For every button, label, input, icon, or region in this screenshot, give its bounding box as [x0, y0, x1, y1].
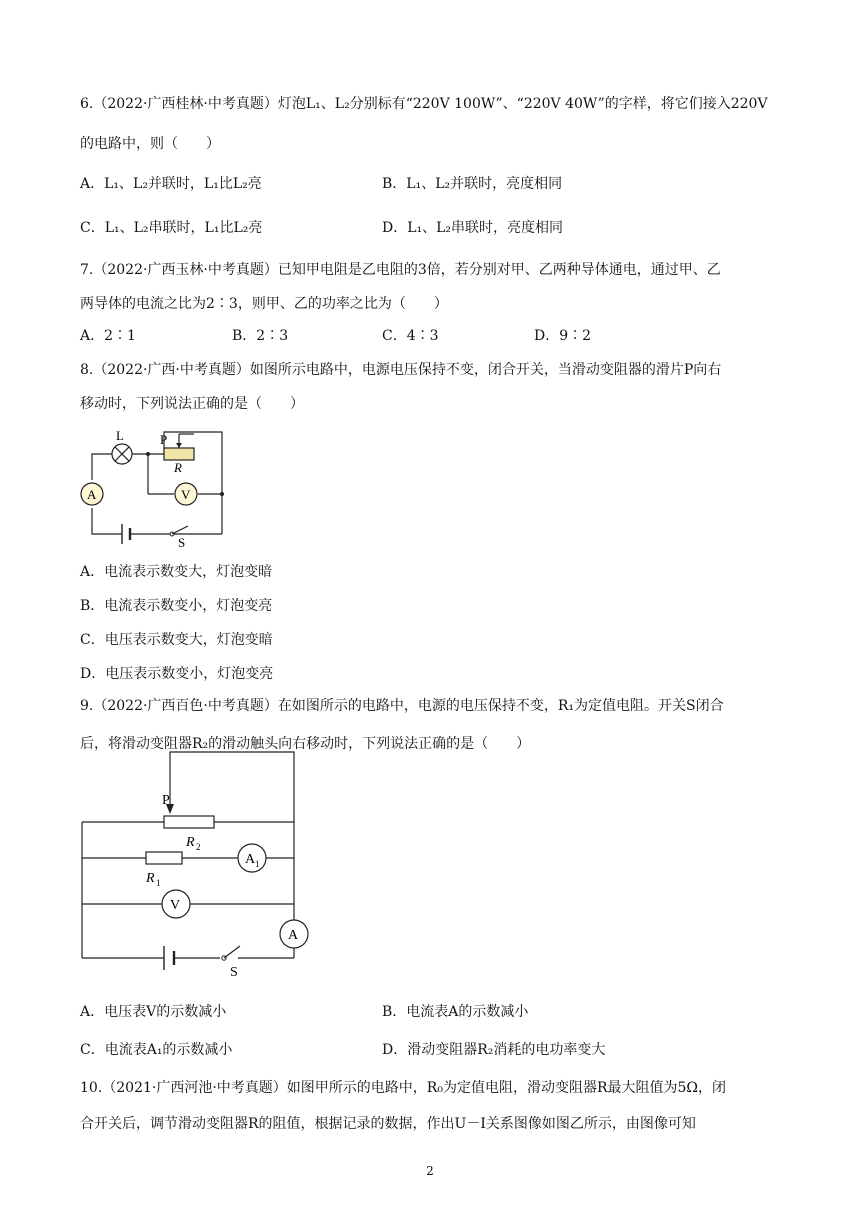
q6-option-a: A．L₁、L₂并联时，L₁比L₂亮 [80, 176, 262, 192]
q9-label-a: A [288, 928, 299, 943]
battery-icon [164, 946, 174, 970]
q7-option-a: A．2∶1 [80, 328, 136, 344]
q8-label-a: A [87, 487, 97, 502]
lamp-icon [112, 444, 132, 464]
q9-label-r2-sub: 2 [196, 842, 201, 852]
rheostat-icon [164, 434, 194, 460]
q8-option-c: C．电压表示数变大，灯泡变暗 [80, 632, 273, 648]
q6-option-b: B．L₁、L₂并联时，亮度相同 [382, 176, 563, 192]
q8-label-s: S [178, 535, 186, 549]
q6-option-d: D．L₁、L₂串联时，亮度相同 [382, 220, 564, 236]
resistor-icon [146, 852, 182, 864]
q9-option-c: C．电流表A₁的示数减小 [80, 1042, 233, 1058]
q8-circuit-diagram [76, 424, 236, 549]
rheostat-icon [164, 804, 214, 828]
q9-stem-line2: 后，将滑动变阻器R₂的滑动触头向右移动时，下列说法正确的是（ ） [80, 736, 531, 752]
battery-icon [122, 524, 130, 544]
q10-stem-line1: 10.（2021·广西河池·中考真题）如图甲所示的电路中，R₀为定值电阻，滑动变阻器R最大阻值为5Ω，闭 [80, 1080, 727, 1096]
q7-option-d: D．9∶2 [534, 328, 592, 344]
q9-circuit-diagram [78, 746, 318, 976]
q9-label-v: V [170, 898, 181, 913]
q7-option-c: C．4∶3 [382, 328, 439, 344]
q7-option-b: B．2∶3 [232, 328, 289, 344]
q9-option-b: B．电流表A的示数减小 [382, 1004, 529, 1020]
q7-stem-line1: 7.（2022·广西玉林·中考真题）已知甲电阻是乙电阻的3倍，若分别对甲、乙两种导体通电，通过甲、乙 [80, 262, 721, 278]
q8-option-d: D．电压表示数变小，灯泡变亮 [80, 666, 274, 682]
q9-label-a1-sub: 1 [255, 859, 260, 869]
q9-stem-line1: 9.（2022·广西百色·中考真题）在如图所示的电路中，电源的电压保持不变，R₁为定值电阻。开关S闭合 [80, 698, 724, 714]
q10-stem-line2: 合开关后，调节滑动变阻器R的阻值，根据记录的数据，作出U－I关系图像如图乙所示，由图像可知 [80, 1116, 696, 1132]
q8-option-b: B．电流表示数变小，灯泡变亮 [80, 598, 273, 614]
q9-label-s: S [230, 965, 238, 976]
switch-icon [222, 946, 240, 960]
q6-stem-line1: 6.（2022·广西桂林·中考真题）灯泡L₁、L₂分别标有“220V 100W”、“220V 40W”的字样，将它们接入220V [80, 96, 768, 112]
q8-option-a: A．电流表示数变大，灯泡变暗 [80, 564, 273, 580]
q9-label-p: P [162, 793, 170, 808]
q8-label-l: L [116, 428, 124, 443]
q8-label-v: V [181, 487, 191, 502]
q9-label-r1: R [146, 871, 155, 886]
q8-stem-line2: 移动时，下列说法正确的是（ ） [80, 396, 304, 412]
q8-label-p: P [160, 432, 168, 447]
q8-label-r: R [174, 460, 182, 475]
q9-option-a: A．电压表V的示数减小 [80, 1004, 227, 1020]
q9-label-a1: A [245, 852, 256, 867]
page-number: 2 [426, 1164, 434, 1178]
q9-option-d: D．滑动变阻器R₂消耗的电功率变大 [382, 1042, 606, 1058]
q7-stem-line2: 两导体的电流之比为2∶3，则甲、乙的功率之比为（ ） [80, 296, 448, 312]
q6-stem-line2: 的电路中，则（ ） [80, 136, 220, 152]
q9-label-r1-sub: 1 [156, 878, 161, 888]
q9-label-r2: R [186, 835, 195, 850]
q8-stem-line1: 8.（2022·广西·中考真题）如图所示电路中，电源电压保持不变，闭合开关，当滑动变阻器的滑片P向右 [80, 362, 722, 378]
q6-option-c: C．L₁、L₂串联时，L₁比L₂亮 [80, 220, 263, 236]
